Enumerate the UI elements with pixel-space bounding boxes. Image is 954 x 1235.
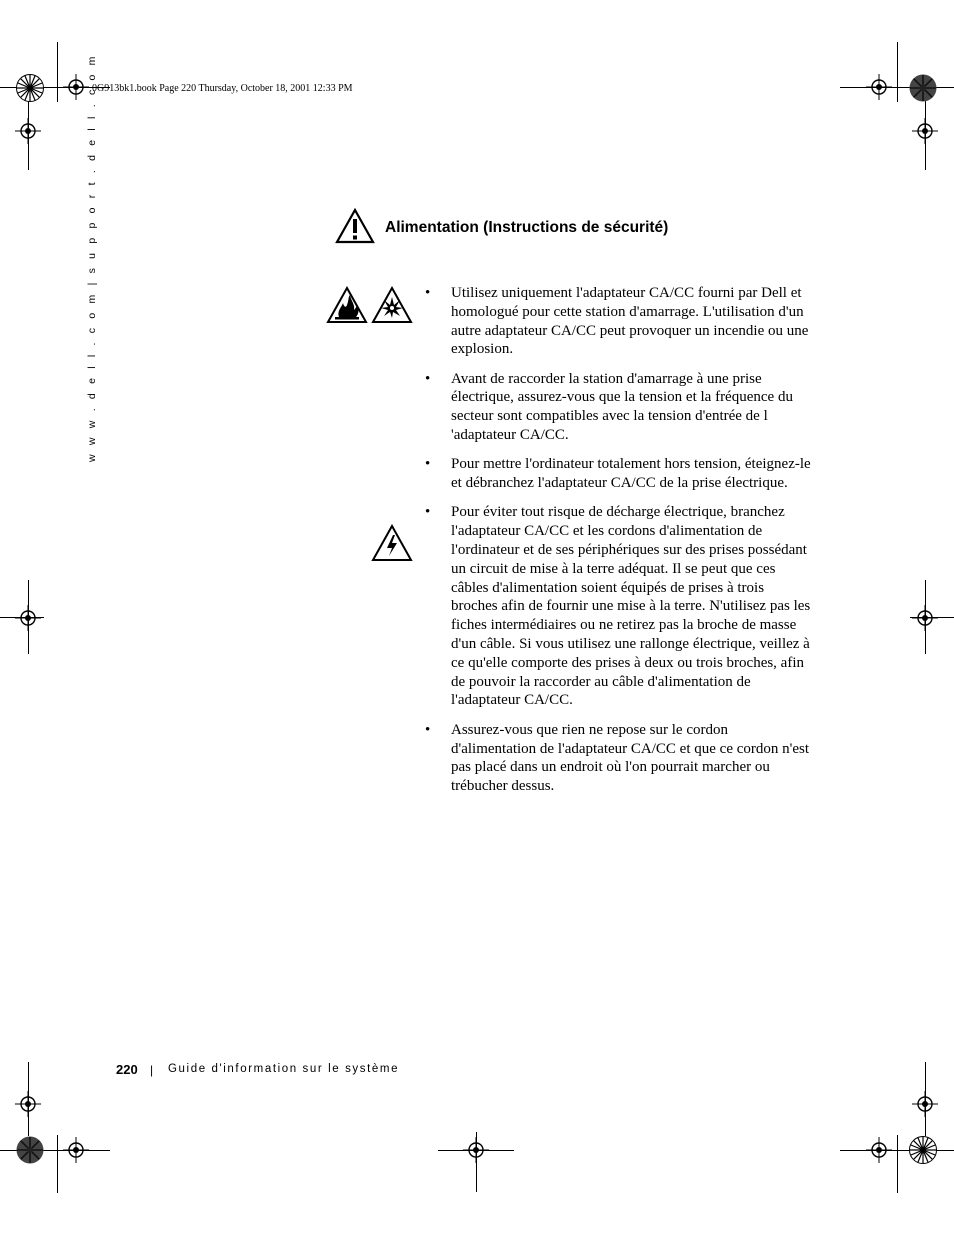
safety-instructions-list [424, 284, 814, 806]
registration-mark-icon [15, 118, 41, 144]
color-target-icon [909, 74, 937, 102]
footer-title: Guide d'information sur le système [168, 1063, 400, 1075]
list-item-text: Avant de raccorder la station d'amarrage à une prise électrique, assurez-vous que la tension et la fréquence du secteur sont compatibles avec la tension d'entrée de l 'adaptateur CA/CC. [451, 370, 793, 444]
bullet-marker: • [425, 456, 431, 473]
fire-hazard-icon [326, 286, 368, 329]
caution-triangle-icon [335, 208, 375, 249]
print-header: 0G913bk1.book Page 220 Thursday, October 18, 2001 12:33 PM [92, 83, 353, 94]
footer-separator: | [150, 1063, 154, 1077]
registration-mark-icon [912, 605, 938, 631]
list-item-text: Pour mettre l'ordinateur totalement hors tension, éteignez-le et débranchez l'adaptateur CA/CC de la prise électrique. [451, 456, 811, 492]
registration-mark-icon [866, 1137, 892, 1163]
list-item [424, 370, 814, 445]
list-item-text: Pour éviter tout risque de décharge électrique, branchez l'adaptateur CA/CC et les cordons d'alimentation de l'ordinateur et de ses périphériques sur des prises possédant un circuit de mise à la terre adéquat. Il se peut que ces câbles d'alimentation soient équipés de prises à trois broches afin de fournir une mise à la terre. N'utilisez pas les fiches intermédiaires ou ne retirez pas la broche de masse d'un câble. Si vous utilisez une rallonge électrique, veillez à ce qu'elle comporte des prises à deux ou trois broches, afin de pouvoir la raccorder au câble d'alimentation de l'adaptateur CA/CC. [451, 504, 811, 709]
registration-mark-icon [912, 118, 938, 144]
registration-mark-icon [866, 74, 892, 100]
section-heading: Alimentation (Instructions de sécurité) [385, 219, 669, 236]
electric-shock-icon [371, 524, 413, 567]
color-target-icon [16, 74, 44, 102]
page-number: 220 [116, 1062, 138, 1077]
registration-mark-icon [912, 1091, 938, 1117]
registration-mark-icon [63, 1137, 89, 1163]
registration-mark-icon [463, 1137, 489, 1163]
side-url: w w w . d e l l . c o m | s u p p o r t . d e l l . c o m [86, 53, 98, 462]
list-item-text: Assurez-vous que rien ne repose sur le cordon d'alimentation de l'adaptateur CA/CC et que ce cordon n'est pas placé dans un endroit où l'on pourrait marcher ou trébucher dessus. [451, 721, 810, 795]
registration-mark-icon [15, 605, 41, 631]
list-item [424, 455, 814, 493]
registration-mark-icon [15, 1091, 41, 1117]
list-item-text: Utilisez uniquement l'adaptateur CA/CC fourni par Dell et homologué pour cette station d'amarrage. L'utilisation d'un autre adaptateur CA/CC peut provoquer un incendie ou une explosion. [451, 285, 809, 358]
bullet-marker: • [425, 721, 431, 738]
color-target-icon [16, 1136, 44, 1164]
bullet-marker: • [425, 370, 431, 387]
list-item [424, 284, 814, 359]
bullet-marker: • [425, 285, 431, 301]
list-item [424, 503, 814, 710]
explosion-hazard-icon [371, 286, 413, 329]
color-target-icon [909, 1136, 937, 1164]
list-item [424, 721, 814, 796]
bullet-marker: • [425, 504, 431, 521]
